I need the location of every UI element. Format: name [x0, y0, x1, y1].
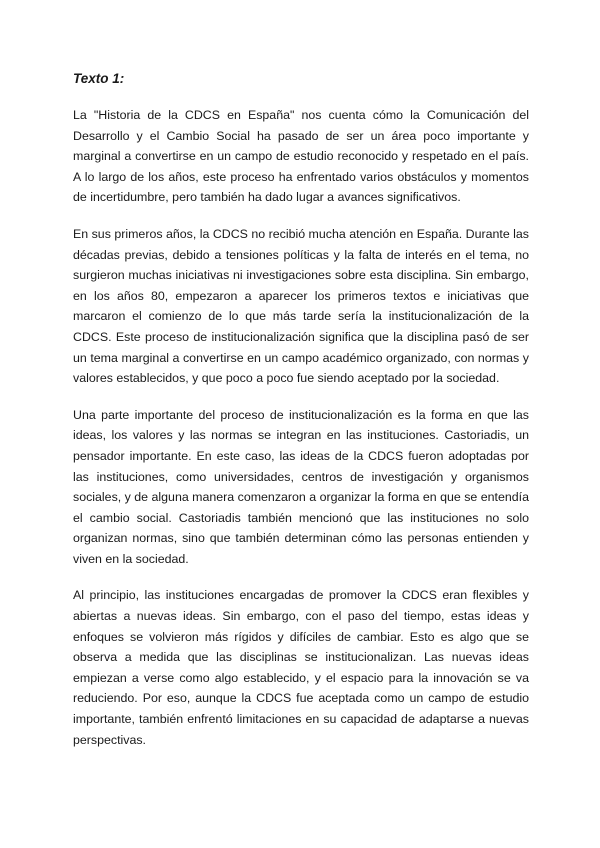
paragraph-1: La "Historia de la CDCS en España" nos cuenta cómo la Comunicación del Desarrollo y el Cambio Social ha pasado de ser un área poco importante y marginal a convertirse en un campo de estudio reconocido y respetado en el país. A lo largo de los años, este proceso ha enfrentado varios obstáculos y momentos de incertidumbre, pero también ha dado lugar a avances significativos. [73, 108, 529, 205]
document-heading: Texto 1: [73, 71, 125, 86]
paragraph-4: Al principio, las instituciones encargadas de promover la CDCS eran flexibles y abiertas a nuevas ideas. Sin embargo, con el paso del tiempo, estas ideas y enfoques se volvieron más rígidos y difíciles de cambiar. Esto es algo que se observa a medida que las disciplinas se institucionalizan. Las nuevas ideas empiezan a verse como algo establecido, y el espacio para la innovación se va reduciendo. Por eso, aunque la CDCS fue aceptada como un campo de estudio importante, también enfrentó limitaciones en su capacidad de adaptarse a nuevas perspectivas. [73, 588, 529, 747]
paragraph-3: Una parte importante del proceso de institucionalización es la forma en que las ideas, los valores y las normas se integran en las instituciones. Castoriadis, un pensador importante. En este caso, las ideas de la CDCS fueron adoptadas por las instituciones, como universidades, centros de investigación y organismos sociales, y de alguna manera comenzaron a organizar la forma en que se entendía el cambio social. Castoriadis también mencionó que las instituciones no solo organizan normas, sino que también determinan cómo las personas entienden y viven en la sociedad. [73, 407, 529, 566]
paragraph-2: En sus primeros años, la CDCS no recibió mucha atención en España. Durante las décadas previas, debido a tensiones políticas y la falta de interés en el tema, no surgieron muchas iniciativas ni investigaciones sobre esta disciplina. Sin embargo, en los años 80, empezaron a aparecer los primeros textos e iniciativas que marcaron el comienzo de lo que más tarde sería la institucionalización de la CDCS. Este proceso de institucionalización significa que la disciplina pasó de ser un tema marginal a convertirse en un campo académico organizado, con normas y valores establecidos, y que poco a poco fue siendo aceptado por la sociedad. [73, 226, 529, 386]
